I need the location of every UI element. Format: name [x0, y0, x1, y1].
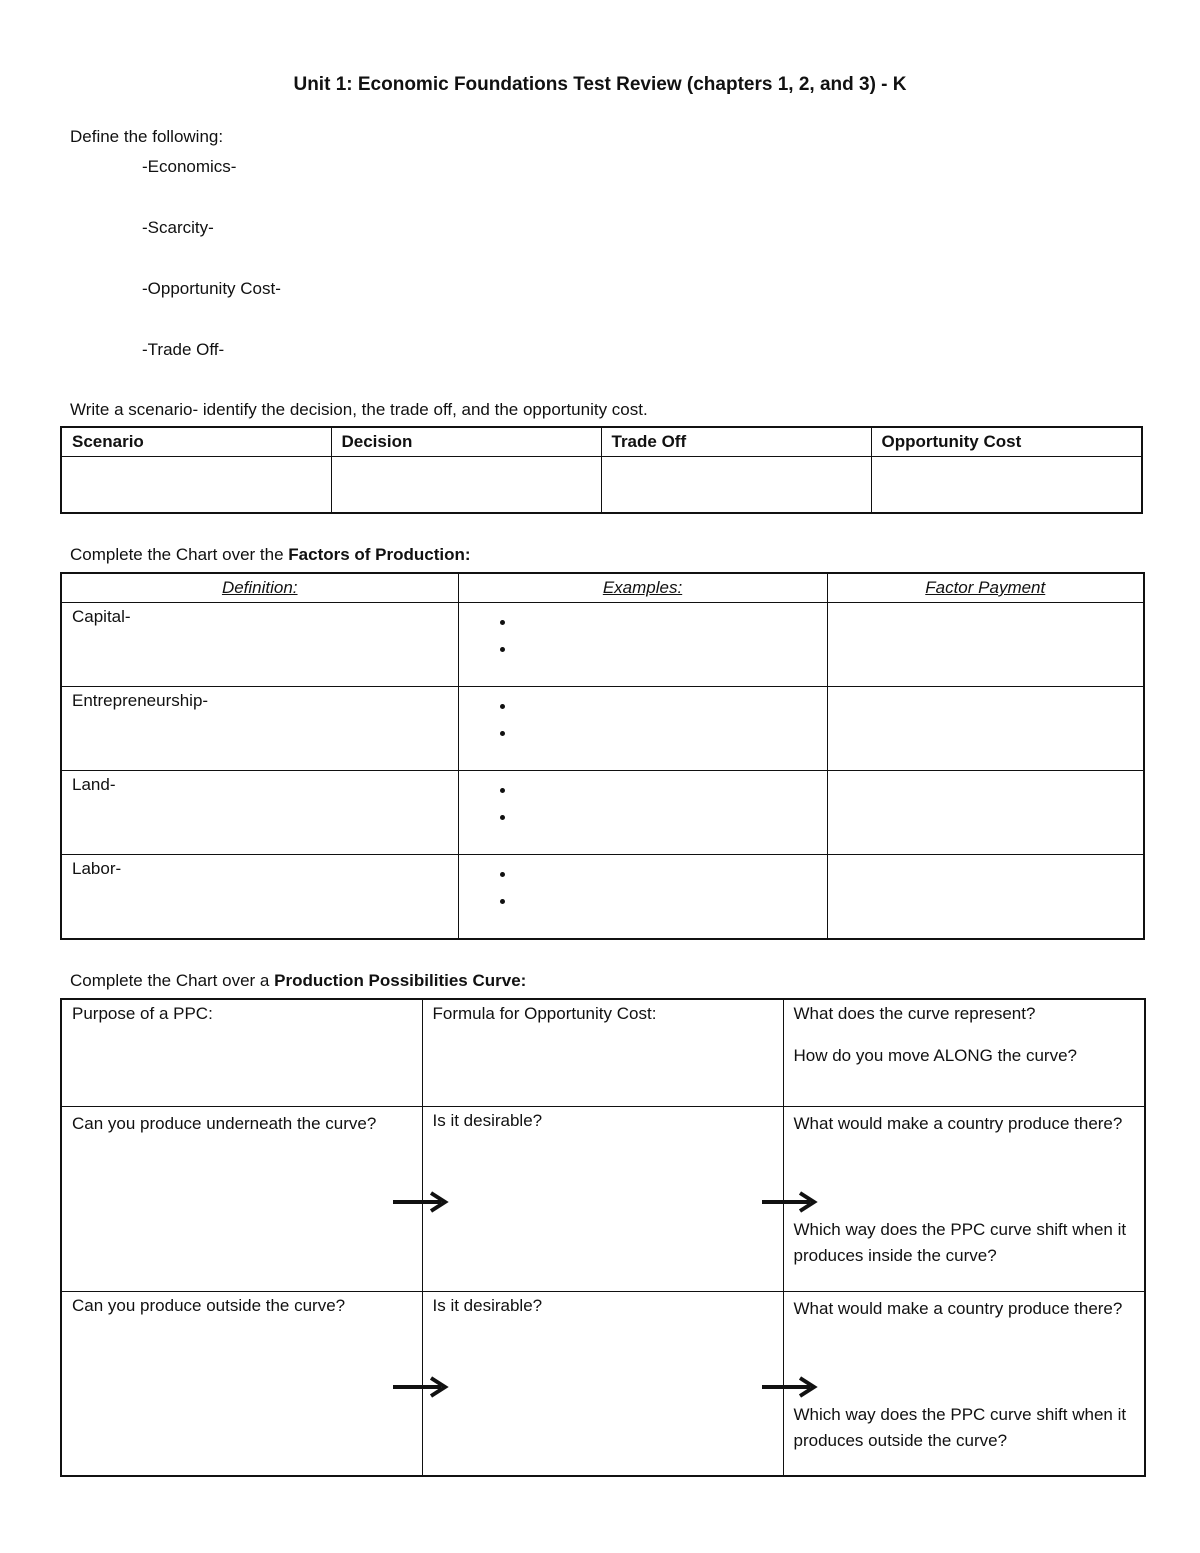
land-definition[interactable]: Land- [61, 771, 458, 855]
decision-cell[interactable] [331, 457, 601, 513]
bullet-icon [517, 609, 817, 636]
outside-shift-label: Which way does the PPC curve shift when it produces outside the curve? [793, 1404, 1127, 1450]
scenario-intro: Write a scenario- identify the decision, the trade off, and the opportunity cost. [70, 400, 648, 419]
ppc-formula-label: Formula for Opportunity Cost: [432, 1004, 657, 1023]
ppc-purpose-label: Purpose of a PPC: [72, 1004, 213, 1023]
produce-outside-label: Can you produce outside the curve? [72, 1295, 346, 1315]
ppc-purpose-cell[interactable] [61, 999, 422, 1106]
capital-examples[interactable] [458, 603, 827, 687]
entrepreneurship-definition[interactable]: Entrepreneurship- [61, 687, 458, 771]
scenario-cell[interactable] [61, 457, 331, 513]
labor-payment[interactable] [827, 855, 1144, 939]
produce-underneath-label: Can you produce underneath the curve? [72, 1113, 377, 1133]
ppc-table [60, 998, 1146, 1477]
underneath-shift-label: Which way does the PPC curve shift when it produces inside the curve? [793, 1219, 1127, 1265]
capital-definition[interactable]: Capital- [61, 603, 458, 687]
outside-reason-label: What would make a country produce there? [793, 1298, 1123, 1318]
right-arrow-icon [762, 1376, 820, 1398]
right-arrow-icon [393, 1191, 451, 1213]
definition-header: Definition: [61, 573, 458, 603]
factors-table [60, 572, 1145, 940]
trade-off-cell[interactable] [601, 457, 871, 513]
capital-payment[interactable] [827, 603, 1144, 687]
underneath-reason-cell[interactable] [783, 1106, 1145, 1291]
underneath-desirable-cell[interactable] [422, 1106, 783, 1291]
bullet-icon [517, 720, 817, 747]
right-arrow-icon [762, 1191, 820, 1213]
ppc-formula-cell[interactable] [422, 999, 783, 1106]
underneath-reason-label: What would make a country produce there? [793, 1113, 1123, 1133]
examples-header: Examples: [458, 573, 827, 603]
factor-payment-header: Factor Payment [827, 573, 1144, 603]
land-examples[interactable] [458, 771, 827, 855]
right-arrow-icon [393, 1376, 451, 1398]
bullet-icon [517, 861, 817, 888]
ppc-represent-label: What does the curve represent? [793, 1004, 1036, 1023]
outside-desirable-label: Is it desirable? [432, 1295, 543, 1315]
ppc-represent-cell[interactable] [783, 999, 1145, 1106]
bullet-icon [517, 636, 817, 663]
opportunity-cost-cell[interactable] [871, 457, 1142, 513]
land-payment[interactable] [827, 771, 1144, 855]
bullet-icon [517, 888, 817, 915]
produce-underneath-cell[interactable] [61, 1106, 422, 1291]
underneath-desirable-label: Is it desirable? [432, 1110, 543, 1130]
define-intro: Define the following: [70, 127, 224, 146]
trade-off-header: Trade Off [601, 427, 871, 457]
labor-examples[interactable] [458, 855, 827, 939]
term-opportunity-cost: -Opportunity Cost- [142, 279, 281, 298]
outside-desirable-cell[interactable] [422, 1291, 783, 1476]
page-title: Unit 1: Economic Foundations Test Review (chapters 1, 2, and 3) - K [293, 74, 907, 95]
term-scarcity: -Scarcity- [142, 218, 214, 237]
entrepreneurship-examples[interactable] [458, 687, 827, 771]
outside-reason-cell[interactable] [783, 1291, 1145, 1476]
entrepreneurship-payment[interactable] [827, 687, 1144, 771]
decision-header: Decision [331, 427, 601, 457]
produce-outside-cell[interactable] [61, 1291, 422, 1476]
bullet-icon [517, 804, 817, 831]
scenario-header: Scenario [61, 427, 331, 457]
scenario-table [60, 426, 1143, 514]
opportunity-cost-header: Opportunity Cost [871, 427, 1142, 457]
ppc-intro: Complete the Chart over a Production Possibilities Curve: [70, 971, 527, 990]
factors-intro: Complete the Chart over the Factors of Production: [70, 545, 471, 564]
bullet-icon [517, 693, 817, 720]
bullet-icon [517, 777, 817, 804]
ppc-move-along-label: How do you move ALONG the curve? [793, 1046, 1077, 1065]
term-trade-off: -Trade Off- [142, 340, 225, 359]
labor-definition[interactable]: Labor- [61, 855, 458, 939]
term-economics: -Economics- [142, 157, 237, 176]
